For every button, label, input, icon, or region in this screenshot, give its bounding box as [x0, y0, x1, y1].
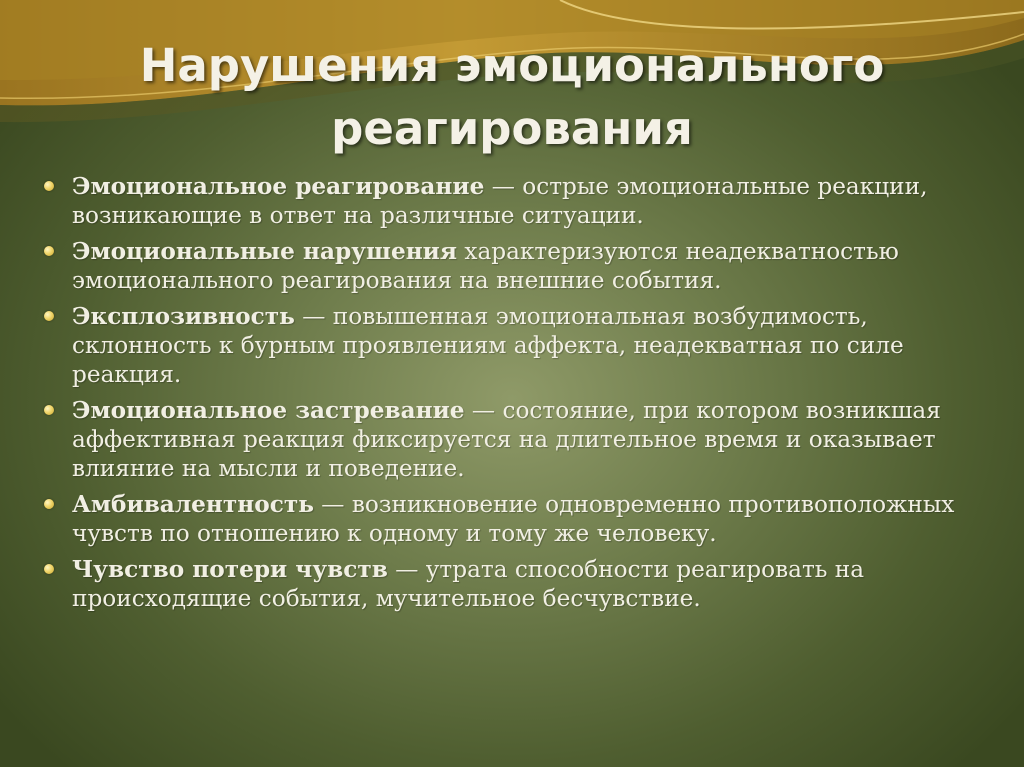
bullet-term: Эксплозивность — [72, 303, 295, 330]
bullet-description: — состояние, при котором возникшая аффективная реакция фиксируется на длительное время и оказывает влияние на мысли и поведение. — [72, 397, 941, 482]
bullet-term: Амбивалентность — [72, 491, 314, 518]
bullet-list — [44, 172, 974, 620]
bullet-item — [44, 396, 974, 483]
bullet-item — [44, 172, 974, 230]
bullet-term: Эмоциональное застревание — [72, 397, 465, 424]
page-title: Нарушения эмоционального реагирования — [139, 39, 885, 155]
bullet-description: — острые эмоциональные реакции, возникающие в ответ на различные ситуации. — [72, 173, 928, 229]
bullet-description: — утрата способности реагировать на происходящие события, мучительное бесчувствие. — [72, 556, 865, 612]
bullet-term: Чувство потери чувств — [72, 556, 388, 583]
bullet-item — [44, 302, 974, 389]
bullet-description: характеризуются неадекватностью эмоционального реагирования на внешние события. — [72, 238, 899, 294]
bullet-term: Эмоциональные нарушения — [72, 238, 457, 265]
bullet-dot-icon — [44, 311, 54, 321]
bullet-dot-icon — [44, 405, 54, 415]
bullet-item — [44, 490, 974, 548]
bullet-dot-icon — [44, 181, 54, 191]
bullet-item — [44, 237, 974, 295]
bullet-description: — повышенная эмоциональная возбудимость, склонность к бурным проявлениям аффекта, неадекватная по силе реакция. — [72, 303, 904, 388]
bullet-description: — возникновение одновременно противоположных чувств по отношению к одному и тому же человеку. — [72, 491, 955, 547]
bullet-term: Эмоциональное реагирование — [72, 173, 485, 200]
bullet-dot-icon — [44, 564, 54, 574]
bullet-dot-icon — [44, 499, 54, 509]
bullet-item — [44, 555, 974, 613]
bullet-dot-icon — [44, 246, 54, 256]
